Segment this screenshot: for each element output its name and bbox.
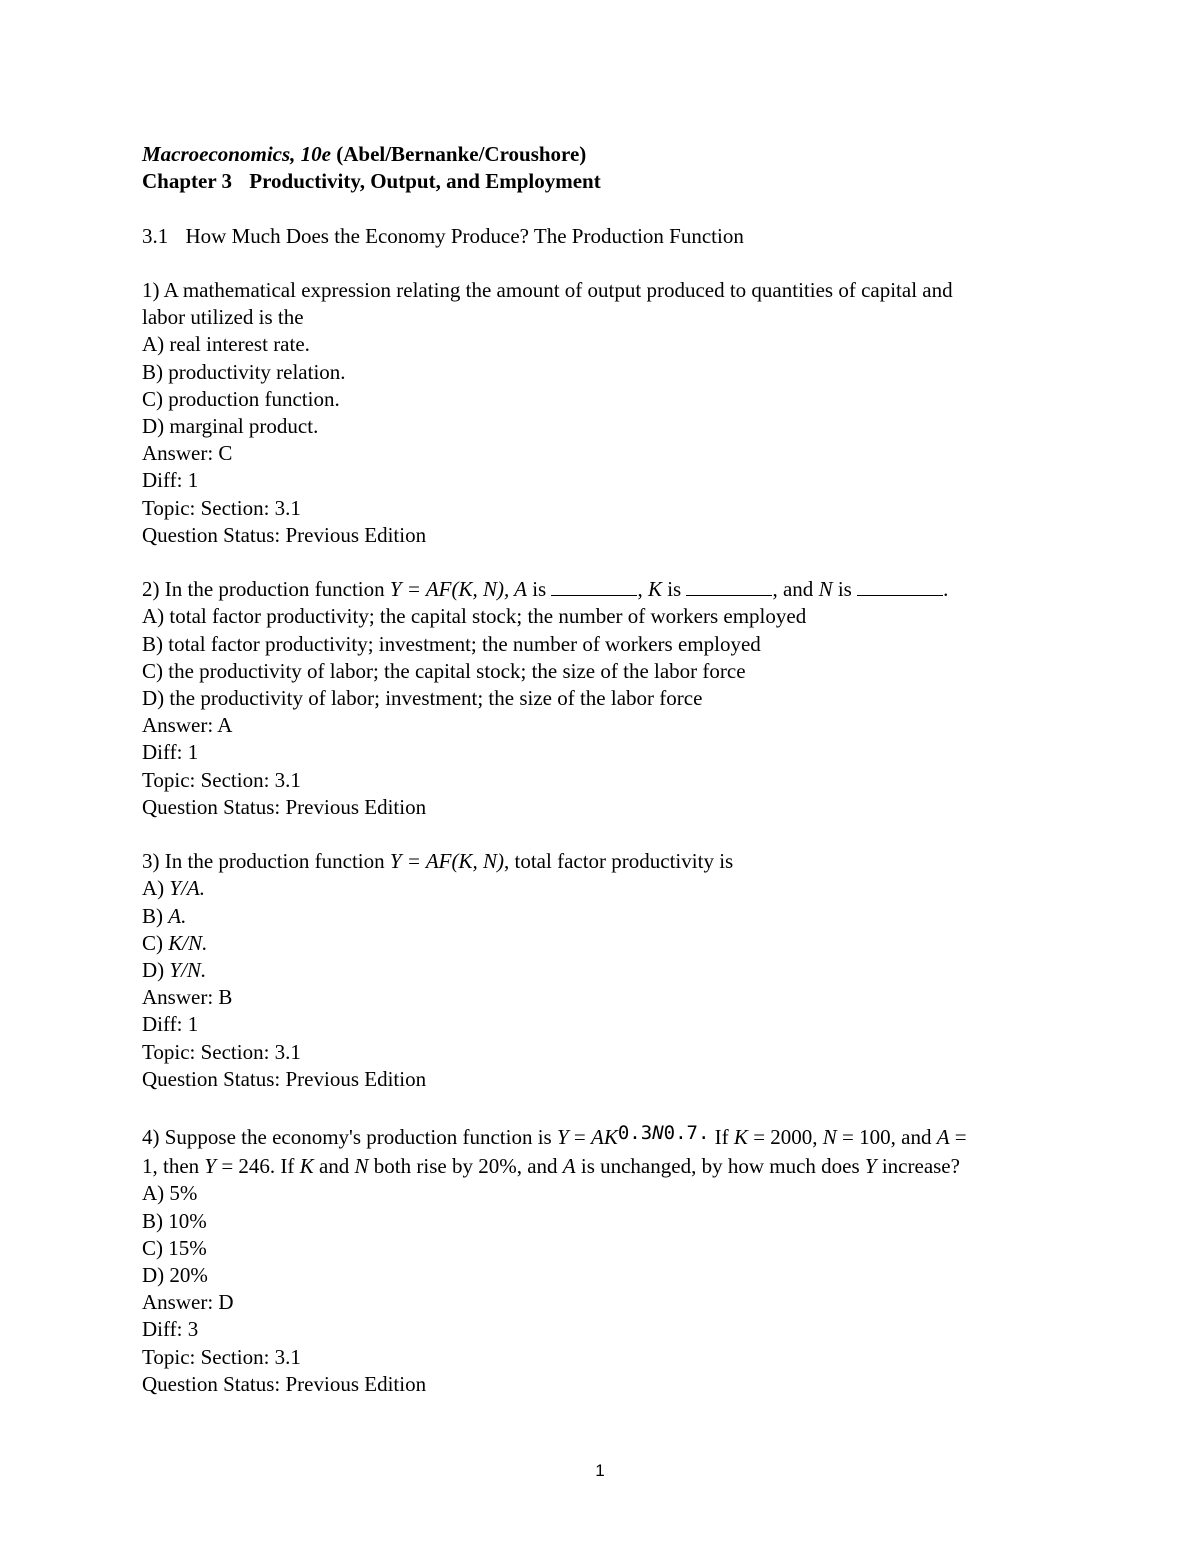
question-3	[142, 848, 1072, 1093]
question-status: Question Status: Previous Edition	[142, 522, 427, 547]
answer-blank	[551, 577, 637, 596]
question-prompt-cont: labor utilized is the	[142, 305, 304, 330]
option-c: C) 15%	[142, 1235, 207, 1260]
chapter-heading	[142, 168, 1072, 195]
question-status: Question Status: Previous Edition	[142, 1066, 427, 1091]
question-status: Question Status: Previous Edition	[142, 1371, 427, 1396]
option-a: A) 5%	[142, 1181, 198, 1206]
option-a: A) total factor productivity; the capital stock; the number of workers employed	[142, 604, 807, 629]
answer: Answer: B	[142, 985, 233, 1010]
option-d: D) the productivity of labor; investment; the size of the labor force	[142, 686, 703, 711]
page-number: 1	[595, 1461, 605, 1480]
option-c: C) production function.	[142, 386, 340, 411]
chapter-title: Productivity, Output, and Employment	[249, 169, 601, 194]
option-a: A) real interest rate.	[142, 332, 310, 357]
difficulty: Diff: 3	[142, 1317, 199, 1342]
option-d: D) marginal product.	[142, 414, 319, 438]
question-prompt: 1) A mathematical expression relating the amount of output produced to quantities of capital and	[142, 277, 953, 302]
option-d: D) Y/N.	[142, 958, 207, 983]
section-title: How Much Does the Economy Produce? The Production Function	[185, 223, 744, 248]
option-d: D) 20%	[142, 1263, 208, 1288]
topic: Topic: Section: 3.1	[142, 1344, 301, 1369]
option-b: B) 10%	[142, 1208, 207, 1233]
option-c: C) K/N.	[142, 930, 208, 955]
book-authors: (Abel/Bernanke/Croushore)	[336, 142, 587, 166]
question-prompt: 3) In the production function Y = AF(K, N), total factor productivity is	[142, 849, 734, 874]
chapter-number: Chapter 3	[142, 169, 233, 194]
answer-blank	[686, 577, 772, 596]
option-b: B) A.	[142, 903, 187, 928]
question-4	[142, 1122, 1072, 1398]
section-heading	[142, 223, 1072, 250]
question-prompt: 2) In the production function Y = AF(K, N), A is , K is , and N is .	[142, 577, 949, 602]
difficulty: Diff: 1	[142, 740, 199, 765]
question-status: Question Status: Previous Edition	[142, 794, 427, 819]
topic: Topic: Section: 3.1	[142, 495, 301, 520]
book-title: Macroeconomics, 10e	[142, 142, 331, 166]
option-a: A) Y/A.	[142, 876, 206, 901]
answer: Answer: C	[142, 441, 233, 466]
question-1	[142, 277, 1072, 549]
section-number: 3.1	[142, 223, 169, 248]
book-header	[142, 141, 1072, 168]
topic: Topic: Section: 3.1	[142, 767, 301, 792]
option-b: B) total factor productivity; investment; the number of workers employed	[142, 631, 761, 656]
page-content	[142, 141, 1072, 1398]
answer: Answer: D	[142, 1290, 234, 1315]
difficulty: Diff: 1	[142, 1012, 199, 1037]
option-b: B) productivity relation.	[142, 359, 346, 384]
option-c: C) the productivity of labor; the capital stock; the size of the labor force	[142, 658, 746, 683]
question-prompt: 4) Suppose the economy's production function is Y = AK0.3N0.7. If K = 2000, N = 100, and A =	[142, 1122, 967, 1150]
question-2	[142, 576, 1072, 821]
question-prompt-cont: 1, then Y = 246. If K and N both rise by 20%, and A is unchanged, by how much does Y increase?	[142, 1154, 960, 1179]
topic: Topic: Section: 3.1	[142, 1039, 301, 1064]
answer: Answer: A	[142, 713, 233, 738]
difficulty: Diff: 1	[142, 468, 199, 493]
answer-blank	[857, 577, 943, 596]
